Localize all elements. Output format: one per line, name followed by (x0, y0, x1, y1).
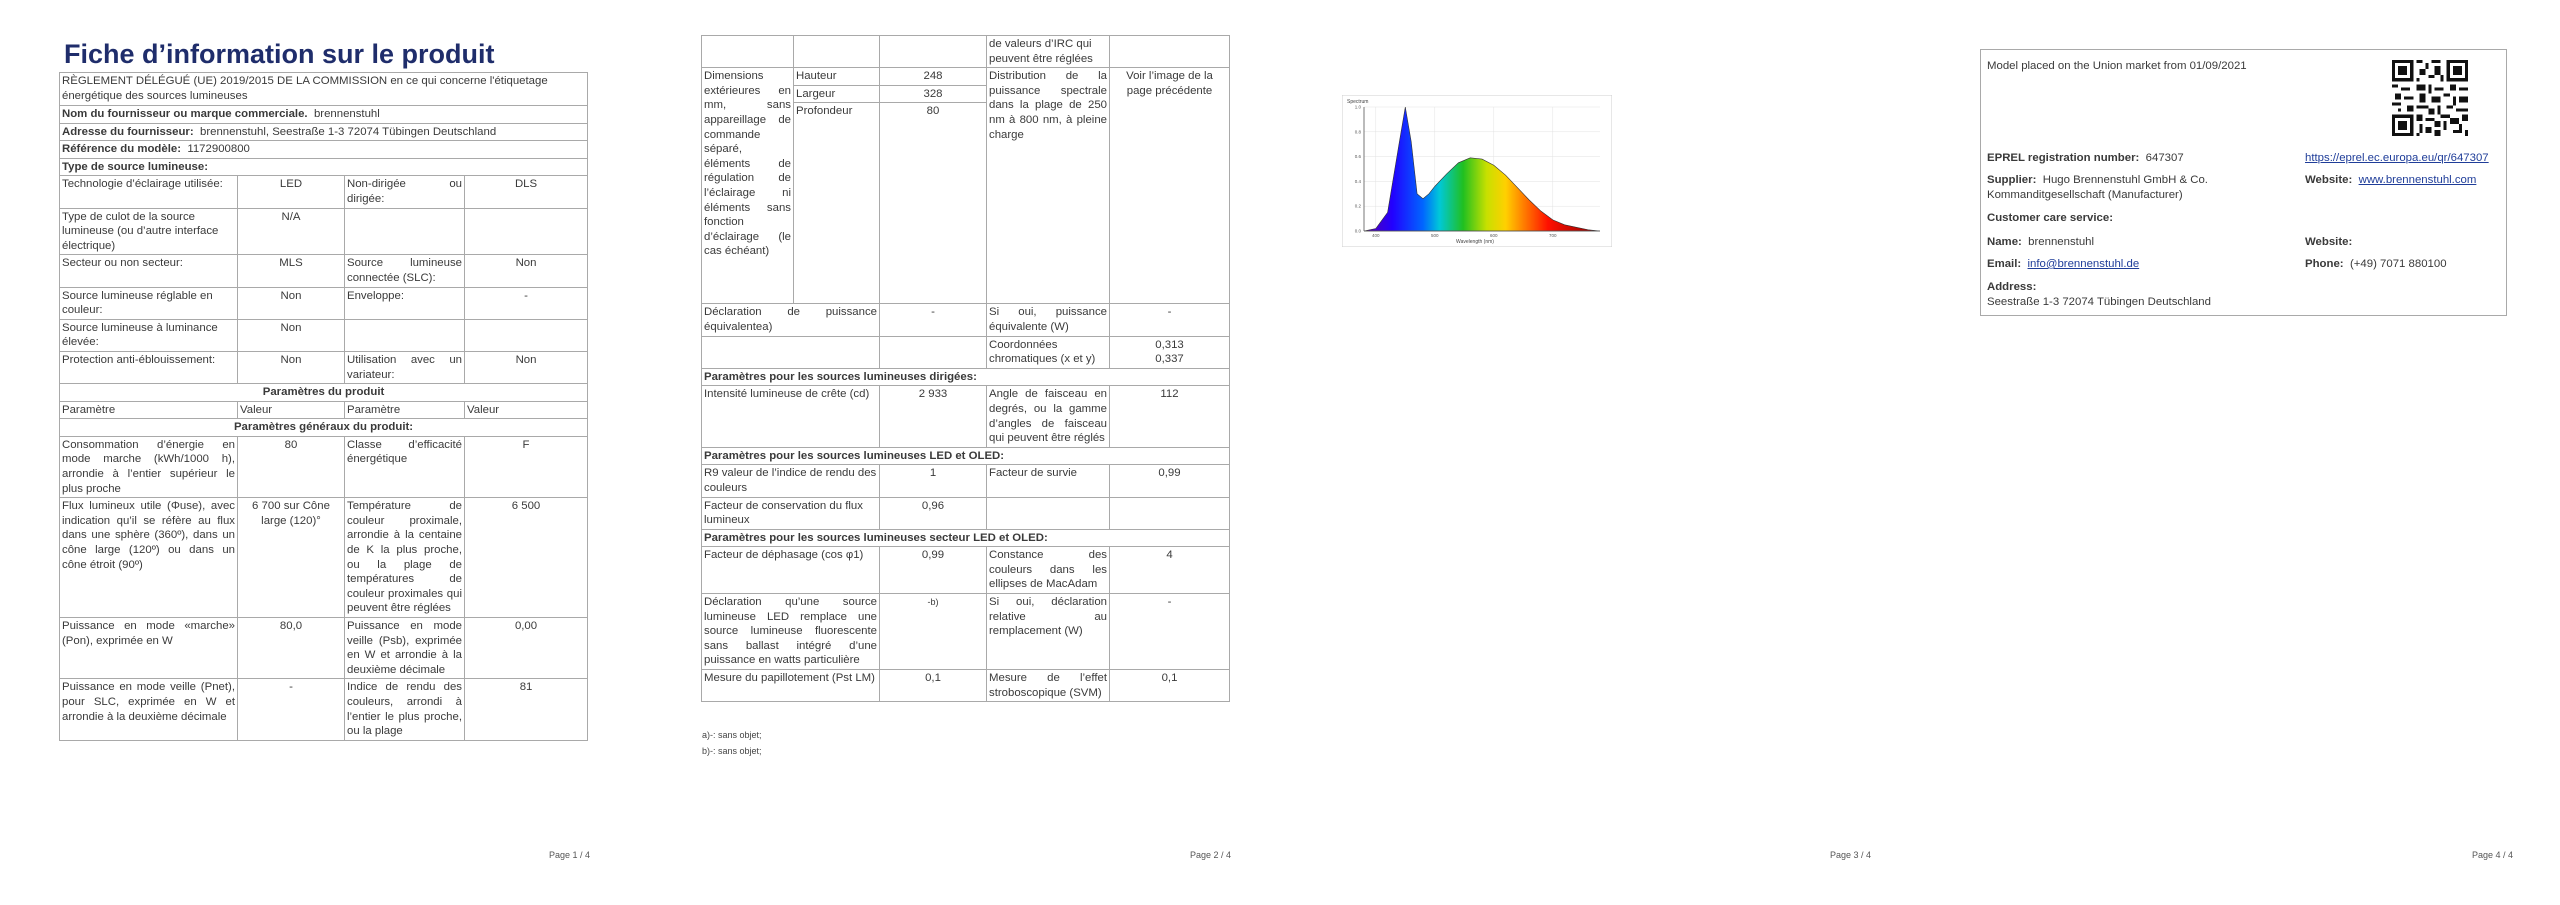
page-3 (1280, 0, 1920, 905)
cell-efficiency-class-label: Classe d’efficacité énergétique (345, 436, 465, 497)
cell-empty (702, 36, 794, 68)
cell-anti-glare-value: Non (238, 351, 345, 383)
cell-cri-value: 81 (465, 679, 588, 740)
product-params-table-continued (701, 35, 1230, 702)
y-tick-label: 1.0 (1354, 104, 1361, 110)
eprel-number: EPREL registration number: 647307 (1987, 152, 2184, 164)
y-tick-label: 0.2 (1354, 203, 1361, 209)
cell-empty (345, 319, 465, 351)
product-params-heading: Paramètres du produit (60, 384, 588, 402)
cell-cri-continued: de valeurs d’IRC qui peuvent être réglées (987, 36, 1110, 68)
cell-standby-power-value: 0,00 (465, 618, 588, 679)
col-header-value: Valeur (238, 401, 345, 419)
cell-on-mode-power-label: Puissance en mode «marche» (Pon), exprimée en W (60, 618, 238, 679)
page-number: Page 4 / 4 (2472, 850, 2514, 860)
care-email: Email: info@brennenstuhl.de (1987, 258, 2140, 270)
cell-width-value: 328 (880, 85, 987, 103)
page-1 (0, 0, 640, 905)
y-tick-label: 0.8 (1354, 129, 1361, 135)
x-tick-label: 700 (1549, 233, 1557, 238)
cell-standby-power-label: Puissance en mode veille (Psb), exprimée en W et arrondie à la deuxième décimale (345, 618, 465, 679)
cell-empty (987, 497, 1110, 529)
cell-network-standby-label: Puissance en mode veille (Pnet), pour SLC, exprimée en W et arrondie à la deuxième décimale (60, 679, 238, 740)
email-link[interactable]: info@brennenstuhl.de (2027, 258, 2140, 270)
cell-connected-label: Source lumineuse connectée (SLC): (345, 255, 465, 287)
col-header-param: Paramètre (60, 401, 238, 419)
col-header-param: Paramètre (345, 401, 465, 419)
x-tick-label: 600 (1490, 233, 1498, 238)
cell-dimmable-label: Utilisation avec un variateur: (345, 351, 465, 383)
cell-flicker-value: 0,1 (880, 670, 987, 702)
cell-depth-value: 80 (880, 103, 987, 304)
cell-envelope-value: - (465, 287, 588, 319)
y-tick-label: 0.0 (1354, 228, 1361, 234)
cell-technology-label: Technologie d’éclairage utilisée: (60, 176, 238, 208)
cell-height-value: 248 (880, 68, 987, 86)
cell-lumen-maintenance-value: 0,96 (880, 497, 987, 529)
footnote-b: b)-: sans objet; (702, 746, 762, 756)
cell-envelope-label: Enveloppe: (345, 287, 465, 319)
cell-energy-consumption-value: 80 (238, 436, 345, 497)
page-number: Page 1 / 4 (549, 850, 591, 860)
cell-empty (1110, 497, 1230, 529)
col-header-value: Valeur (465, 401, 588, 419)
cell-depth-label: Profondeur (794, 103, 880, 304)
supplier-website: Website: www.brennenstuhl.com (2305, 174, 2477, 186)
supplier-row: Nom du fournisseur ou marque commerciale. brennenstuhl (60, 106, 588, 124)
x-axis-label: Wavelength (nm) (1456, 239, 1494, 245)
cell-efficiency-class-value: F (465, 436, 588, 497)
cell-high-luminance-value: Non (238, 319, 345, 351)
customer-care-heading: Customer care service: (1987, 212, 2113, 224)
cell-on-mode-power-value: 80,0 (238, 618, 345, 679)
cell-empty (880, 336, 987, 368)
cell-anti-glare-label: Protection anti-éblouissement: (60, 351, 238, 383)
cell-equivalent-w-value: - (1110, 304, 1230, 336)
cell-luminous-flux-value: 6 700 sur Cône large (120)° (238, 498, 345, 618)
market-date: Model placed on the Union market from 01/09/2021 (1987, 60, 2247, 72)
cell-network-standby-value: - (238, 679, 345, 740)
cell-directional-value: DLS (465, 176, 588, 208)
x-tick-label: 500 (1431, 233, 1439, 238)
cell-mains-label: Secteur ou non secteur: (60, 255, 238, 287)
cell-cri-label: Indice de rendu des couleurs, arrondi à l’entier le plus proche, ou la plage (345, 679, 465, 740)
general-params-heading: Paramètres généraux du produit: (60, 419, 588, 437)
care-website: Website: (2305, 236, 2353, 248)
page-2 (640, 0, 1280, 905)
cell-cap-value: N/A (238, 208, 345, 255)
footnote-a: a)-: sans objet; (702, 730, 762, 740)
cell-beam-angle-value: 112 (1110, 386, 1230, 447)
cell-displacement-value: 0,99 (880, 547, 987, 594)
cell-r9-label: R9 valeur de l’indice de rendu des couleurs (702, 465, 880, 497)
cell-width-label: Largeur (794, 85, 880, 103)
cell-empty (1110, 36, 1230, 68)
cell-chromaticity-label: Coordonnées chromatiques (x et y) (987, 336, 1110, 368)
supplier-info: Supplier: Hugo Brennenstuhl GmbH & Co. Kommanditgesellschaft (Manufacturer) (1987, 174, 2208, 201)
model-row: Référence du modèle: 1172900800 (60, 141, 588, 159)
qr-code-icon (2392, 60, 2468, 136)
cell-survival-value: 0,99 (1110, 465, 1230, 497)
cell-empty (465, 319, 588, 351)
cell-directional-label: Non-dirigée ou dirigée: (345, 176, 465, 208)
led-params-heading: Paramètres pour les sources lumineuses LED et OLED: (702, 447, 1230, 465)
cell-chromaticity-value: 0,313 0,337 (1110, 336, 1230, 368)
cell-colour-tunable-label: Source lumineuse réglable en couleur: (60, 287, 238, 319)
page-number: Page 3 / 4 (1830, 850, 1872, 860)
y-axis-label: Spectrum (1347, 99, 1369, 105)
cell-spectral-label: Distribution de la puissance spectrale dans la plage de 250 nm à 800 nm, à pleine charge (987, 68, 1110, 304)
cell-height-label: Hauteur (794, 68, 880, 86)
eprel-link[interactable]: https://eprel.ec.europa.eu/qr/647307 (2305, 152, 2489, 164)
cell-empty (465, 208, 588, 255)
cell-dimensions-label: Dimensions extérieures en mm, sans appareillage de commande séparé, éléments de régulation de l’éclairage ni éléments sans fonction d’éclairage (le cas échéant) (702, 68, 794, 304)
cell-peak-intensity-label: Intensité lumineuse de crête (cd) (702, 386, 880, 447)
cell-cap-label: Type de culot de la source lumineuse (ou d’autre interface électrique) (60, 208, 238, 255)
care-address-value: Seestraße 1-3 72074 Tübingen Deutschland (1987, 296, 2211, 308)
page-4 (1920, 0, 2560, 905)
address-row: Adresse du fournisseur: brennenstuhl, Seestraße 1-3 72074 Tübingen Deutschland (60, 123, 588, 141)
cell-empty (345, 208, 465, 255)
cell-equivalent-power-label: Déclaration de puissance équivalentea) (702, 304, 880, 336)
cell-colour-consistency-label: Constance des couleurs dans les ellipses de MacAdam (987, 547, 1110, 594)
care-name: Name: brennenstuhl (1987, 236, 2095, 248)
regulation-text: RÈGLEMENT DÉLÉGUÉ (UE) 2019/2015 DE LA COMMISSION en ce qui concerne l'étiquetage énergétique des sources lumineuses (60, 73, 588, 106)
page-number: Page 2 / 4 (1190, 850, 1232, 860)
cell-r9-value: 1 (880, 465, 987, 497)
cell-equivalent-power-value: - (880, 304, 987, 336)
cell-stroboscopic-value: 0,1 (1110, 670, 1230, 702)
cell-beam-angle-label: Angle de faisceau en degrés, ou la gamme d’angles de faisceau qui peuvent être réglés (987, 386, 1110, 447)
cell-dimmable-value: Non (465, 351, 588, 383)
spectral-distribution-chart (1342, 95, 1612, 247)
website-link[interactable]: www.brennenstuhl.com (2358, 174, 2477, 186)
cell-empty (794, 36, 880, 68)
cell-energy-consumption-label: Consommation d’énergie en mode marche (kWh/1000 h), arrondie à l’entier supérieur le plus proche (60, 436, 238, 497)
source-type-heading: Type de source lumineuse: (60, 158, 588, 176)
directed-params-heading: Paramètres pour les sources lumineuses dirigées: (702, 368, 1230, 386)
x-tick-label: 400 (1372, 233, 1380, 238)
cell-replacement-label: Déclaration qu’une source lumineuse LED remplace une source lumineuse fluorescente sans ballast intégré d’une puissance en watts particulière (702, 594, 880, 670)
cell-peak-intensity-value: 2 933 (880, 386, 987, 447)
product-info-table (59, 72, 588, 741)
cell-equivalent-w-label: Si oui, puissance équivalente (W) (987, 304, 1110, 336)
cell-stroboscopic-label: Mesure de l’effet stroboscopique (SVM) (987, 670, 1110, 702)
cell-cct-label: Température de couleur proximale, arrondie à la centaine de K la plus proche, ou la plage de températures de couleur proximales qui peuvent être réglées (345, 498, 465, 618)
mains-params-heading: Paramètres pour les sources lumineuses secteur LED et OLED: (702, 529, 1230, 547)
y-tick-label: 0.4 (1354, 178, 1361, 184)
cell-replacement-w-value: - (1110, 594, 1230, 670)
cell-mains-value: MLS (238, 255, 345, 287)
cell-survival-label: Facteur de survie (987, 465, 1110, 497)
cell-empty (880, 36, 987, 68)
cell-lumen-maintenance-label: Facteur de conservation du flux lumineux (702, 497, 880, 529)
care-phone: Phone: (+49) 7071 880100 (2305, 258, 2447, 270)
cell-technology-value: LED (238, 176, 345, 208)
cell-replacement-w-label: Si oui, déclaration relative au remplacement (W) (987, 594, 1110, 670)
cell-empty (702, 336, 880, 368)
cell-displacement-label: Facteur de déphasage (cos φ1) (702, 547, 880, 594)
cell-luminous-flux-label: Flux lumineux utile (Φuse), avec indication qu’il se réfère au flux dans une sphère (360º), dans un cône large (120º) ou dans un cône étroit (90º) (60, 498, 238, 618)
y-tick-label: 0.6 (1354, 154, 1361, 160)
eprel-info-box (1980, 49, 2507, 316)
cell-high-luminance-label: Source lumineuse à luminance élevée: (60, 319, 238, 351)
care-address-label: Address: (1987, 281, 2037, 293)
cell-replacement-value: -b) (880, 594, 987, 670)
cell-connected-value: Non (465, 255, 588, 287)
cell-colour-consistency-value: 4 (1110, 547, 1230, 594)
cell-flicker-label: Mesure du papillotement (Pst LM) (702, 670, 880, 702)
cell-colour-tunable-value: Non (238, 287, 345, 319)
document-title: Fiche d’information sur le produit (64, 39, 495, 69)
cell-spectral-value: Voir l’image de la page précédente (1110, 68, 1230, 304)
cell-cct-value: 6 500 (465, 498, 588, 618)
